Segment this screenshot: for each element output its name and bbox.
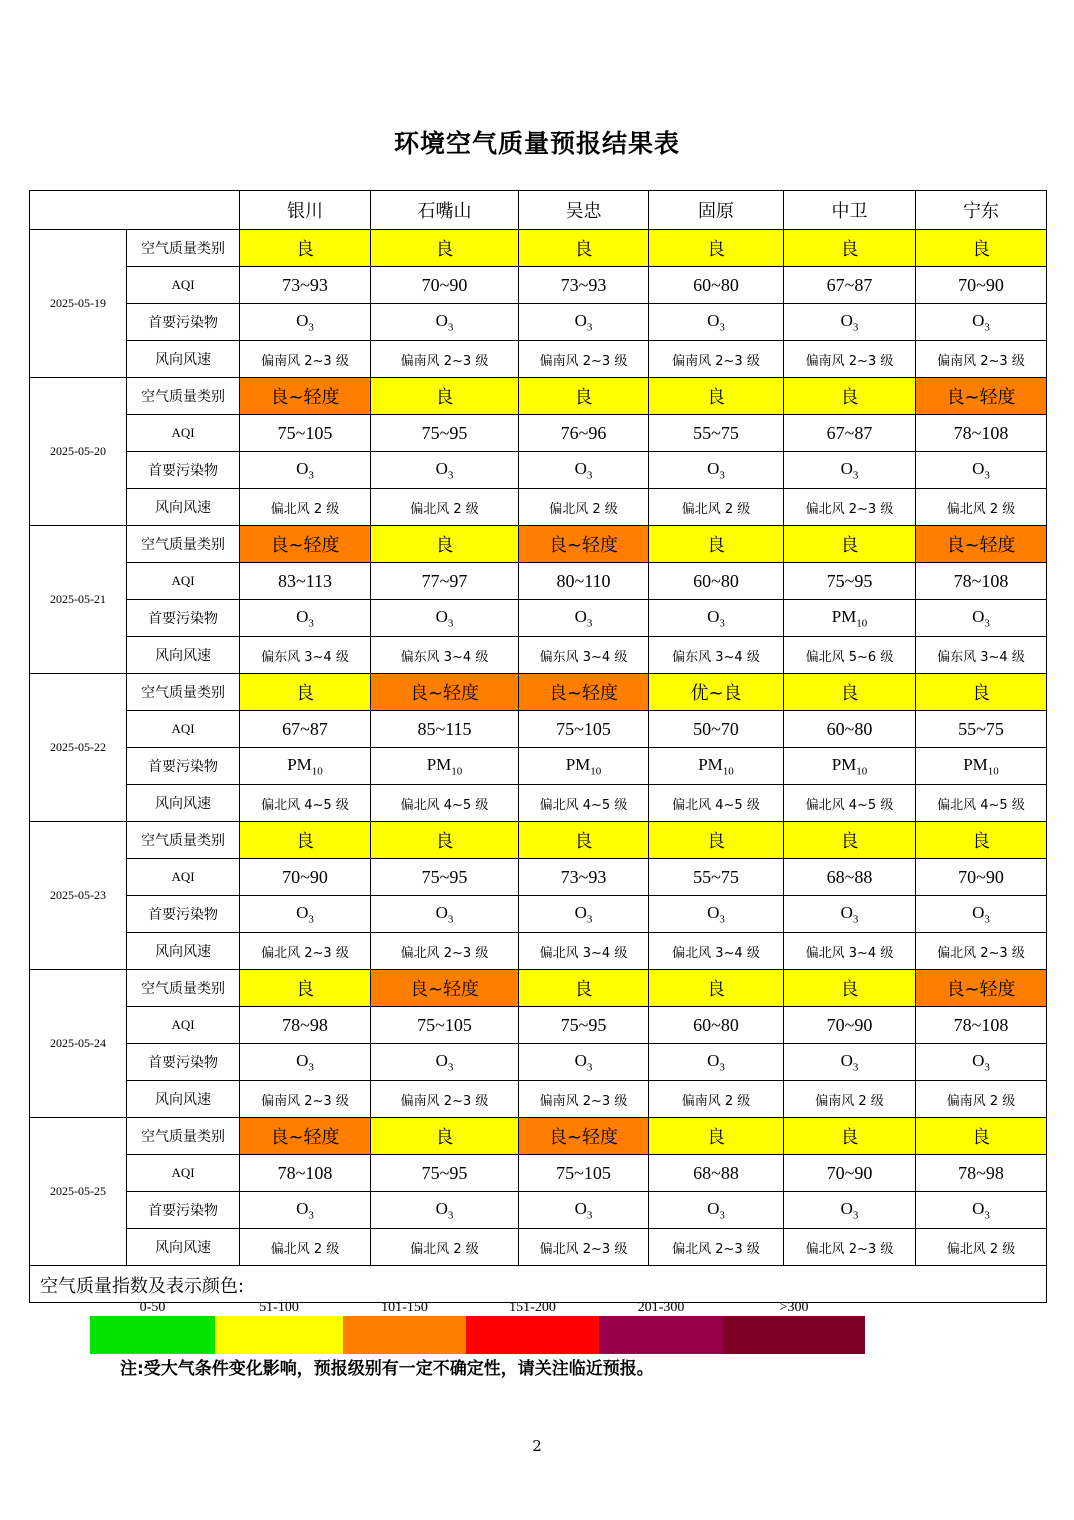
category-cell: 良 — [371, 1118, 519, 1155]
wind-cell: 偏北风 2 级 — [240, 489, 371, 526]
forecast-date: 2025-05-25 — [30, 1118, 127, 1266]
pollutant-cell: $O_3$ — [371, 896, 519, 933]
wind-cell: 偏北风 4~5 级 — [916, 785, 1047, 822]
category-cell: 良 — [784, 822, 916, 859]
legend-range-label: 101-150 — [381, 1300, 428, 1315]
category-cell: 优~良 — [649, 674, 784, 711]
pollutant-cell: $O_3$ — [371, 1044, 519, 1081]
category-cell: 良 — [519, 378, 649, 415]
header-row — [30, 191, 1047, 230]
pollutant-cell: $O_3$ — [519, 1192, 649, 1229]
metric-label: 风向风速 — [127, 489, 240, 526]
aqi-cell: 75~105 — [371, 1007, 519, 1044]
category-cell: 良~轻度 — [519, 1118, 649, 1155]
aqi-cell: 75~105 — [519, 1155, 649, 1192]
wind-cell: 偏北风 2~3 级 — [240, 933, 371, 970]
legend-range-label: 151-200 — [509, 1300, 556, 1315]
category-cell: 良 — [784, 970, 916, 1007]
pollutant-cell: $O_3$ — [519, 896, 649, 933]
wind-cell: 偏北风 2~3 级 — [784, 1229, 916, 1266]
aqi-cell: 67~87 — [240, 711, 371, 748]
forecast-row-pollutant — [30, 1192, 1047, 1229]
wind-cell: 偏北风 3~4 级 — [784, 933, 916, 970]
pollutant-cell: $O_3$ — [519, 304, 649, 341]
aqi-cell: 75~95 — [371, 1155, 519, 1192]
wind-cell: 偏北风 2 级 — [371, 489, 519, 526]
wind-cell: 偏东风 3~4 级 — [371, 637, 519, 674]
wind-cell: 偏北风 2 级 — [519, 489, 649, 526]
pollutant-cell: $PM_{10}$ — [649, 748, 784, 785]
pollutant-cell: $PM_{10}$ — [240, 748, 371, 785]
metric-label: 首要污染物 — [127, 600, 240, 637]
pollutant-cell: $PM_{10}$ — [519, 748, 649, 785]
aqi-cell: 60~80 — [649, 1007, 784, 1044]
aqi-cell: 68~88 — [784, 859, 916, 896]
forecast-row-aqi — [30, 711, 1047, 748]
metric-label: AQI — [127, 267, 240, 304]
wind-cell: 偏南风 2~3 级 — [519, 341, 649, 378]
wind-cell: 偏南风 2~3 级 — [240, 1081, 371, 1118]
category-cell: 良 — [784, 1118, 916, 1155]
metric-label: 首要污染物 — [127, 452, 240, 489]
category-cell: 良 — [519, 970, 649, 1007]
forecast-row-pollutant — [30, 452, 1047, 489]
category-cell: 良~轻度 — [240, 526, 371, 563]
aqi-cell: 75~95 — [371, 415, 519, 452]
wind-cell: 偏北风 2~3 级 — [371, 933, 519, 970]
aqi-cell: 60~80 — [649, 267, 784, 304]
aqi-cell: 70~90 — [784, 1007, 916, 1044]
aqi-cell: 75~105 — [519, 711, 649, 748]
category-cell: 良 — [784, 378, 916, 415]
wind-cell: 偏北风 4~5 级 — [784, 785, 916, 822]
forecast-row-wind — [30, 1081, 1047, 1118]
pollutant-cell: $O_3$ — [649, 600, 784, 637]
wind-cell: 偏北风 2 级 — [240, 1229, 371, 1266]
wind-cell: 偏北风 3~4 级 — [519, 933, 649, 970]
pollutant-cell: $PM_{10}$ — [371, 748, 519, 785]
wind-cell: 偏东风 3~4 级 — [916, 637, 1047, 674]
aqi-cell: 75~95 — [519, 1007, 649, 1044]
pollutant-cell: $O_3$ — [240, 896, 371, 933]
pollutant-cell: $O_3$ — [371, 452, 519, 489]
category-cell: 良~轻度 — [916, 526, 1047, 563]
wind-cell: 偏东风 3~4 级 — [519, 637, 649, 674]
wind-cell: 偏南风 2~3 级 — [784, 341, 916, 378]
metric-label: 风向风速 — [127, 1229, 240, 1266]
page-title: 环境空气质量预报结果表 — [393, 129, 680, 158]
pollutant-cell: $PM_{10}$ — [784, 748, 916, 785]
legend-color-swatch — [599, 1316, 723, 1354]
metric-label: AQI — [127, 415, 240, 452]
category-cell: 良 — [649, 230, 784, 267]
uncertainty-note: 注:受大气条件变化影响，预报级别有一定不确定性，请关注临近预报。 — [120, 1359, 654, 1379]
category-cell: 良 — [240, 970, 371, 1007]
legend-range-label: >300 — [779, 1300, 809, 1315]
aqi-cell: 78~98 — [240, 1007, 371, 1044]
aqi-cell: 80~110 — [519, 563, 649, 600]
aqi-cell: 78~108 — [240, 1155, 371, 1192]
pollutant-cell: $O_3$ — [371, 1192, 519, 1229]
wind-cell: 偏南风 2 级 — [784, 1081, 916, 1118]
metric-label: 首要污染物 — [127, 896, 240, 933]
category-cell: 良 — [240, 822, 371, 859]
wind-cell: 偏北风 3~4 级 — [649, 933, 784, 970]
aqi-cell: 77~97 — [371, 563, 519, 600]
aqi-cell: 50~70 — [649, 711, 784, 748]
aqi-cell: 75~95 — [371, 859, 519, 896]
forecast-row-pollutant — [30, 748, 1047, 785]
pollutant-cell: $O_3$ — [240, 304, 371, 341]
pollutant-cell: $O_3$ — [649, 1044, 784, 1081]
pollutant-cell: $O_3$ — [916, 452, 1047, 489]
pollutant-cell: $O_3$ — [784, 1044, 916, 1081]
pollutant-cell: $O_3$ — [784, 304, 916, 341]
city-header: 固原 — [649, 191, 784, 230]
category-cell: 良 — [371, 378, 519, 415]
metric-label: 风向风速 — [127, 637, 240, 674]
wind-cell: 偏北风 2 级 — [916, 489, 1047, 526]
forecast-date: 2025-05-20 — [30, 378, 127, 526]
metric-label: AQI — [127, 1007, 240, 1044]
forecast-row-aqi — [30, 267, 1047, 304]
pollutant-cell: $O_3$ — [240, 1192, 371, 1229]
category-cell: 良 — [649, 970, 784, 1007]
wind-cell: 偏南风 2 级 — [649, 1081, 784, 1118]
pollutant-cell: $O_3$ — [519, 600, 649, 637]
metric-label: 风向风速 — [127, 1081, 240, 1118]
pollutant-cell: $PM_{10}$ — [784, 600, 916, 637]
pollutant-cell: $O_3$ — [240, 452, 371, 489]
category-cell: 良 — [649, 822, 784, 859]
aqi-cell: 67~87 — [784, 267, 916, 304]
wind-cell: 偏南风 2~3 级 — [916, 341, 1047, 378]
aqi-cell: 76~96 — [519, 415, 649, 452]
wind-cell: 偏南风 2 级 — [916, 1081, 1047, 1118]
pollutant-cell: $O_3$ — [784, 452, 916, 489]
category-cell: 良 — [649, 1118, 784, 1155]
metric-label: 空气质量类别 — [127, 674, 240, 711]
category-cell: 良~轻度 — [916, 378, 1047, 415]
aqi-cell: 70~90 — [784, 1155, 916, 1192]
aqi-cell: 75~105 — [240, 415, 371, 452]
legend-title: 空气质量指数及表示颜色: — [40, 1276, 245, 1297]
category-cell: 良 — [784, 230, 916, 267]
wind-cell: 偏东风 3~4 级 — [649, 637, 784, 674]
aqi-cell: 60~80 — [784, 711, 916, 748]
pollutant-cell: $O_3$ — [916, 304, 1047, 341]
wind-cell: 偏北风 2 级 — [649, 489, 784, 526]
forecast-row-category — [30, 822, 1047, 859]
wind-cell: 偏南风 2~3 级 — [371, 341, 519, 378]
metric-label: AQI — [127, 1155, 240, 1192]
category-cell: 良~轻度 — [519, 526, 649, 563]
forecast-row-category — [30, 1118, 1047, 1155]
category-cell: 良~轻度 — [240, 378, 371, 415]
forecast-row-category — [30, 674, 1047, 711]
metric-label: 空气质量类别 — [127, 822, 240, 859]
pollutant-cell: $O_3$ — [916, 600, 1047, 637]
metric-label: 空气质量类别 — [127, 378, 240, 415]
pollutant-cell: $O_3$ — [649, 452, 784, 489]
aqi-cell: 55~75 — [649, 859, 784, 896]
category-cell: 良 — [784, 674, 916, 711]
legend-color-swatch — [343, 1316, 466, 1354]
aqi-cell: 60~80 — [649, 563, 784, 600]
forecast-row-pollutant — [30, 304, 1047, 341]
wind-cell: 偏南风 2~3 级 — [649, 341, 784, 378]
legend-range-label: 201-300 — [637, 1300, 685, 1315]
forecast-row-wind — [30, 785, 1047, 822]
metric-label: 空气质量类别 — [127, 230, 240, 267]
forecast-row-wind — [30, 933, 1047, 970]
category-cell: 良~轻度 — [371, 674, 519, 711]
aqi-cell: 78~98 — [916, 1155, 1047, 1192]
metric-label: 风向风速 — [127, 785, 240, 822]
wind-cell: 偏南风 2~3 级 — [371, 1081, 519, 1118]
wind-cell: 偏北风 2 级 — [371, 1229, 519, 1266]
category-cell: 良~轻度 — [371, 970, 519, 1007]
category-cell: 良 — [519, 230, 649, 267]
pollutant-cell: $O_3$ — [916, 1044, 1047, 1081]
aqi-cell: 83~113 — [240, 563, 371, 600]
forecast-row-category — [30, 378, 1047, 415]
pollutant-cell: $O_3$ — [371, 600, 519, 637]
pollutant-cell: $O_3$ — [784, 896, 916, 933]
metric-label: AQI — [127, 711, 240, 748]
forecast-row-pollutant — [30, 896, 1047, 933]
pollutant-cell: $O_3$ — [649, 304, 784, 341]
pollutant-cell: $O_3$ — [240, 1044, 371, 1081]
category-cell: 良 — [916, 1118, 1047, 1155]
wind-cell: 偏北风 2~3 级 — [784, 489, 916, 526]
pollutant-cell: $O_3$ — [371, 304, 519, 341]
forecast-row-aqi — [30, 1155, 1047, 1192]
category-cell: 良 — [649, 526, 784, 563]
legend-color-swatch — [215, 1316, 343, 1354]
wind-cell: 偏南风 2~3 级 — [519, 1081, 649, 1118]
category-cell: 良~轻度 — [916, 970, 1047, 1007]
aqi-cell: 67~87 — [784, 415, 916, 452]
aqi-cell: 55~75 — [649, 415, 784, 452]
aqi-cell: 68~88 — [649, 1155, 784, 1192]
forecast-row-aqi — [30, 859, 1047, 896]
category-cell: 良 — [371, 526, 519, 563]
category-cell: 良 — [371, 230, 519, 267]
metric-label: 首要污染物 — [127, 1044, 240, 1081]
metric-label: 空气质量类别 — [127, 970, 240, 1007]
pollutant-cell: $O_3$ — [784, 1192, 916, 1229]
metric-label: 首要污染物 — [127, 304, 240, 341]
pollutant-cell: $O_3$ — [649, 1192, 784, 1229]
city-header: 银川 — [240, 191, 371, 230]
category-cell: 良 — [649, 378, 784, 415]
aqi-cell: 55~75 — [916, 711, 1047, 748]
forecast-date: 2025-05-19 — [30, 230, 127, 378]
forecast-date: 2025-05-23 — [30, 822, 127, 970]
aqi-cell: 70~90 — [371, 267, 519, 304]
wind-cell: 偏北风 4~5 级 — [240, 785, 371, 822]
aqi-cell: 70~90 — [916, 267, 1047, 304]
aqi-color-legend — [30, 1266, 1047, 1315]
category-cell: 良~轻度 — [240, 1118, 371, 1155]
page-number: 2 — [532, 1437, 542, 1455]
category-cell: 良 — [240, 674, 371, 711]
wind-cell: 偏北风 4~5 级 — [519, 785, 649, 822]
category-cell: 良 — [916, 674, 1047, 711]
forecast-row-category — [30, 970, 1047, 1007]
header-corner — [30, 191, 240, 230]
wind-cell: 偏北风 4~5 级 — [649, 785, 784, 822]
forecast-row-aqi — [30, 1007, 1047, 1044]
aqi-cell: 78~108 — [916, 563, 1047, 600]
wind-cell: 偏北风 4~5 级 — [371, 785, 519, 822]
wind-cell: 偏北风 2 级 — [916, 1229, 1047, 1266]
legend-color-swatch — [466, 1316, 599, 1354]
metric-label: AQI — [127, 563, 240, 600]
legend-range-label: 0-50 — [139, 1300, 166, 1315]
legend-range-label: 51-100 — [259, 1300, 299, 1315]
wind-cell: 偏北风 2~3 级 — [649, 1229, 784, 1266]
city-header: 吴忠 — [519, 191, 649, 230]
forecast-date: 2025-05-24 — [30, 970, 127, 1118]
city-header: 中卫 — [784, 191, 916, 230]
aqi-cell: 70~90 — [240, 859, 371, 896]
forecast-row-aqi — [30, 415, 1047, 452]
category-cell: 良 — [519, 822, 649, 859]
forecast-row-wind — [30, 341, 1047, 378]
wind-cell: 偏北风 2~3 级 — [916, 933, 1047, 970]
metric-label: 空气质量类别 — [127, 1118, 240, 1155]
metric-label: 空气质量类别 — [127, 526, 240, 563]
aqi-cell: 85~115 — [371, 711, 519, 748]
aqi-cell: 70~90 — [916, 859, 1047, 896]
wind-cell: 偏东风 3~4 级 — [240, 637, 371, 674]
pollutant-cell: $O_3$ — [916, 896, 1047, 933]
pollutant-cell: $O_3$ — [240, 600, 371, 637]
pollutant-cell: $O_3$ — [916, 1192, 1047, 1229]
aqi-cell: 73~93 — [240, 267, 371, 304]
category-cell: 良 — [916, 230, 1047, 267]
forecast-row-aqi — [30, 563, 1047, 600]
city-header: 宁东 — [916, 191, 1047, 230]
category-cell: 良 — [784, 526, 916, 563]
metric-label: 首要污染物 — [127, 1192, 240, 1229]
wind-cell: 偏北风 2~3 级 — [519, 1229, 649, 1266]
metric-label: 风向风速 — [127, 341, 240, 378]
forecast-row-wind — [30, 1229, 1047, 1266]
pollutant-cell: $O_3$ — [519, 452, 649, 489]
legend-color-swatch — [90, 1316, 215, 1354]
category-cell: 良~轻度 — [519, 674, 649, 711]
forecast-row-category — [30, 526, 1047, 563]
aqi-cell: 75~95 — [784, 563, 916, 600]
forecast-row-pollutant — [30, 1044, 1047, 1081]
wind-cell: 偏南风 2~3 级 — [240, 341, 371, 378]
pollutant-cell: $O_3$ — [649, 896, 784, 933]
metric-label: AQI — [127, 859, 240, 896]
metric-label: 风向风速 — [127, 933, 240, 970]
aqi-cell: 73~93 — [519, 267, 649, 304]
category-cell: 良 — [916, 822, 1047, 859]
aqi-cell: 78~108 — [916, 1007, 1047, 1044]
forecast-row-pollutant — [30, 600, 1047, 637]
aqi-cell: 73~93 — [519, 859, 649, 896]
metric-label: 首要污染物 — [127, 748, 240, 785]
aqi-cell: 78~108 — [916, 415, 1047, 452]
city-header: 石嘴山 — [371, 191, 519, 230]
forecast-row-wind — [30, 637, 1047, 674]
forecast-date: 2025-05-22 — [30, 674, 127, 822]
forecast-date: 2025-05-21 — [30, 526, 127, 674]
forecast-table — [29, 190, 1047, 1315]
category-cell: 良 — [240, 230, 371, 267]
pollutant-cell: $PM_{10}$ — [916, 748, 1047, 785]
legend-row — [30, 1266, 1047, 1303]
category-cell: 良 — [371, 822, 519, 859]
forecast-row-wind — [30, 489, 1047, 526]
wind-cell: 偏北风 5~6 级 — [784, 637, 916, 674]
pollutant-cell: $O_3$ — [519, 1044, 649, 1081]
forecast-row-category — [30, 230, 1047, 267]
legend-color-swatch — [723, 1316, 865, 1354]
